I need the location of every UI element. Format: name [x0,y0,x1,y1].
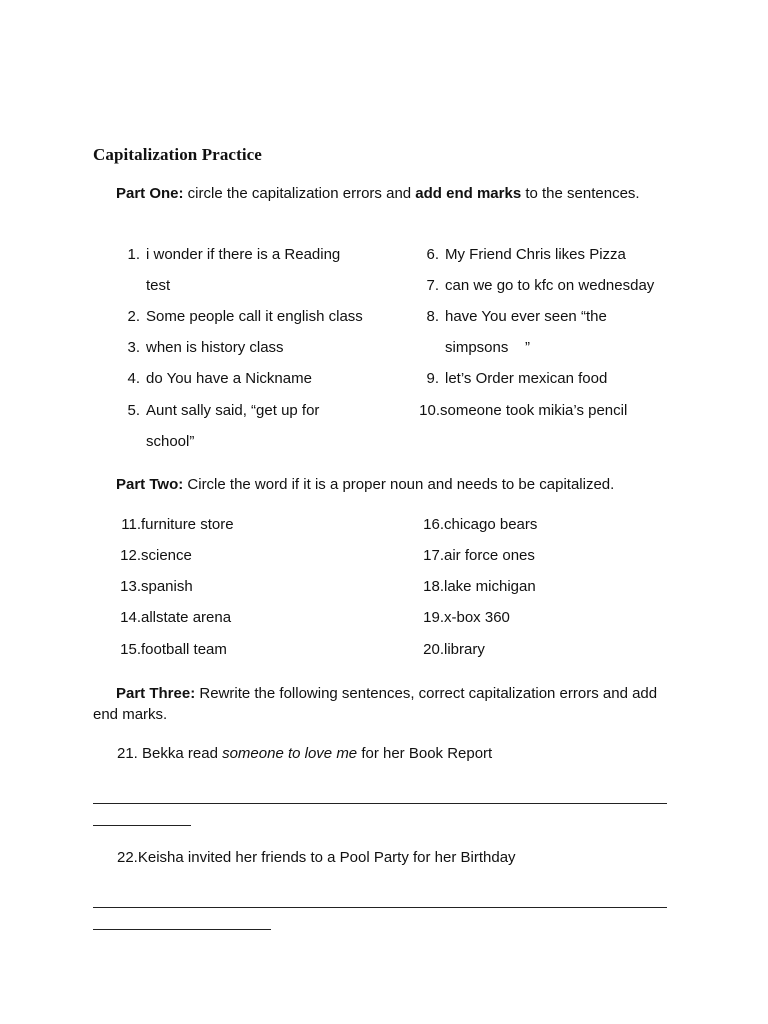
part-three-instructions [93,683,683,725]
answer-line [93,907,667,908]
part-two-label: Part Two: [116,476,184,493]
list-item: 5. Aunt sally said, “get up for [127,402,320,419]
list-item: 3. when is history class [127,339,284,356]
list-item: 4. do You have a Nickname [127,370,312,387]
answer-line [93,803,667,804]
list-item: 2. Some people call it english class [127,308,363,325]
book-title: someone to love me [222,745,358,762]
answer-line [93,929,271,930]
list-item: 9. let’s Order mexican food [426,370,608,387]
list-item: 20.library [423,641,485,658]
page-title: Capitalization Practice [93,145,262,164]
list-item: 14.allstate arena [120,609,232,626]
list-item: 19.x-box 360 [423,609,510,626]
list-item: 11.furniture store [121,516,234,533]
list-item: 6. My Friend Chris likes Pizza [426,246,626,263]
list-item: 13.spanish [120,578,193,595]
part-one-text-a: circle the capitalization errors and [183,185,416,202]
list-item: 7. can we go to kfc on wednesday [426,277,655,294]
question-21: 21. Bekka read someone to love me for her Book Report [117,745,493,762]
part-one-text-c: to the sentences. [521,185,640,202]
question-number: 21. [117,745,138,762]
list-item: 8. have You ever seen “the [426,308,607,325]
list-item: 18.lake michigan [423,578,536,595]
list-item: 16.chicago bears [423,516,538,533]
list-item-continuation: simpsons ” [445,339,531,356]
answer-line [93,825,191,826]
list-item: 15.football team [120,641,227,658]
part-three-text: Rewrite the following sentences, correct capitalization errors and add end marks. [93,685,658,723]
question-22: 22.Keisha invited her friends to a Pool Party for her Birthday [117,849,516,866]
list-item-continuation: test [146,277,171,294]
part-two-text: Circle the word if it is a proper noun and needs to be capitalized. [183,476,615,493]
question-number: 22. [117,849,138,866]
list-item: 1. i wonder if there is a Reading [127,246,341,263]
list-item: 12.science [120,547,192,564]
part-one-instructions [93,183,683,204]
part-one-bold-text: add end marks [415,185,522,202]
list-item-continuation: school” [146,433,195,450]
part-three-label: Part Three: [116,685,196,702]
list-item: 10.someone took mikia’s pencil [419,402,628,419]
part-two-instructions [93,474,683,495]
part-one-label: Part One: [116,185,184,202]
list-item: 17.air force ones [423,547,535,564]
